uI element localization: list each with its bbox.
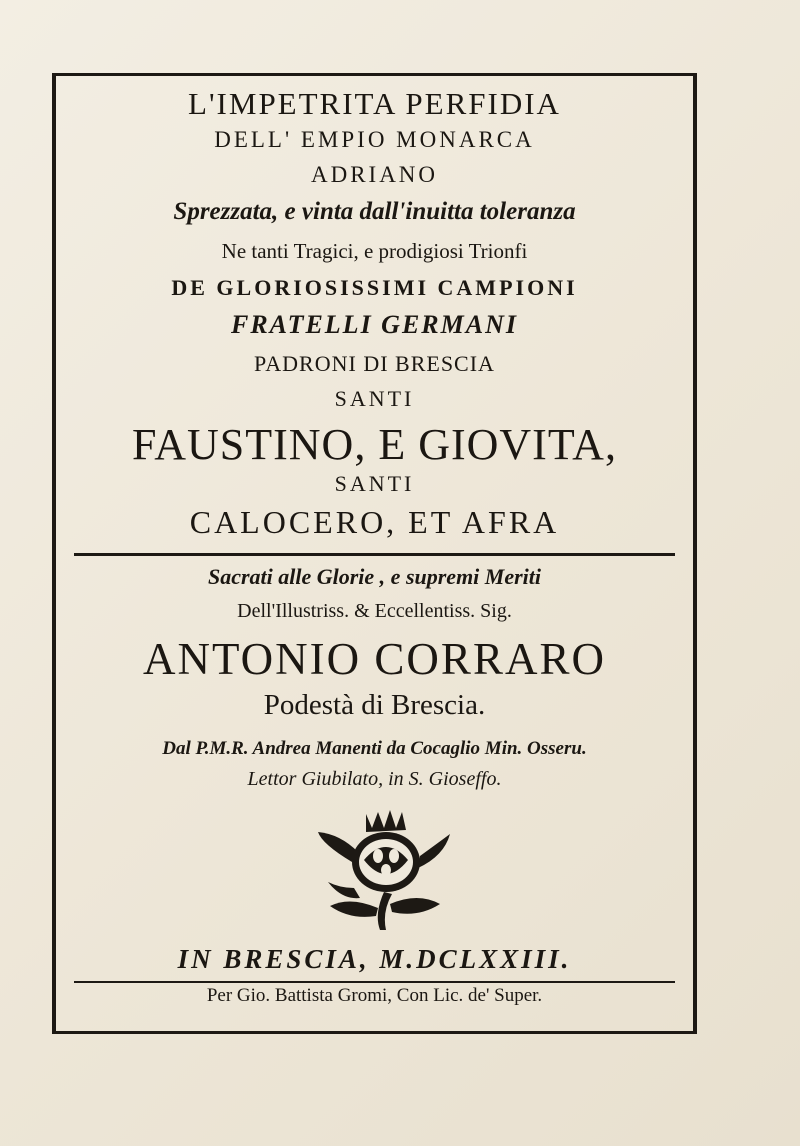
title-line-12: CALOCERO, ET AFRA — [189, 504, 560, 540]
dedicatee-name: ANTONIO CORRARO — [143, 634, 606, 684]
title-line-9: SANTI — [334, 386, 415, 411]
dedication-line-2: Dell'Illustriss. & Eccellentiss. Sig. — [237, 600, 512, 622]
title-line-6: DE GLORIOSISSIMI CAMPIONI — [171, 275, 578, 300]
title-line-11: SANTI — [334, 471, 415, 496]
title-page-border — [52, 73, 697, 1034]
dedication-line-1: Sacrati alle Glorie , e supremi Meriti — [207, 564, 542, 589]
dedicatee-office: Podestà di Brescia. — [263, 689, 486, 721]
title-line-4: Sprezzata, e vinta dall'inuitta toleranza — [173, 198, 576, 225]
rule-top — [74, 553, 675, 556]
pomegranate-ornament-icon — [314, 804, 454, 934]
title-line-1: L'IMPETRITA PERFIDIA — [188, 86, 561, 121]
title-line-2: DELL' EMPIO MONARCA — [214, 127, 535, 152]
title-line-10: FAUSTINO, E GIOVITA, — [132, 420, 617, 469]
imprint-line: IN BRESCIA, M.DCLXXIII. — [177, 944, 572, 974]
author-line-2: Lettor Giubilato, in S. Gioseffo. — [247, 768, 502, 790]
rule-bottom-1 — [74, 981, 675, 983]
title-line-8: PADRONI DI BRESCIA — [254, 351, 495, 376]
title-line-7: FRATELLI GERMANI — [230, 310, 518, 339]
title-line-5: Ne tanti Tragici, e prodigiosi Trionfi — [221, 239, 528, 263]
title-line-3: ADRIANO — [310, 162, 439, 187]
author-line-1: Dal P.M.R. Andrea Manenti da Cocaglio Min. Osseru. — [162, 738, 587, 759]
printer-line: Per Gio. Battista Gromi, Con Lic. de' Super. — [206, 985, 543, 1006]
